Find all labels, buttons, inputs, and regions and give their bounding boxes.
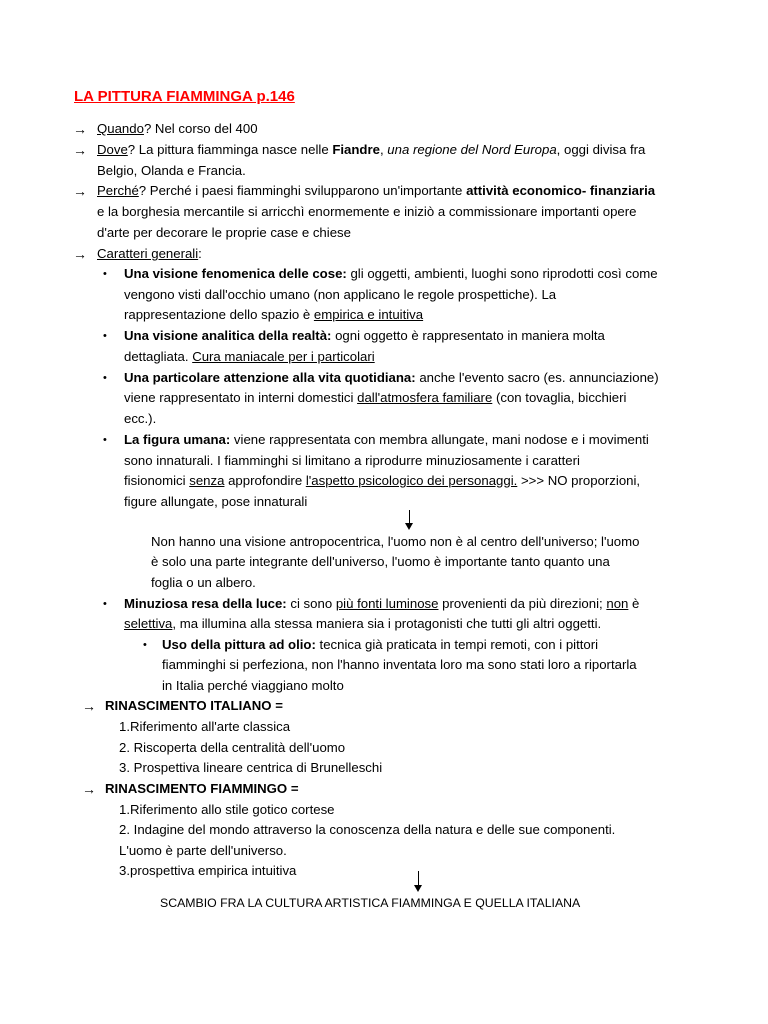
bullet-icon: • [143,639,147,651]
b4-line-3-mid: approfondire [224,473,306,488]
perche-bold: attività economico- finanziaria [466,183,656,198]
b3-line-3: ecc.). [124,411,157,426]
rin-fi-item: 2. Indagine del mondo attraverso la conoscenza della natura e delle sue componenti. [119,822,616,837]
b4-aspetto: l'aspetto psicologico dei personaggi. [305,473,518,488]
b6-line-2: fiamminghi si perfeziona, non l'hanno inventata loro ma sono stati loro a riportarla [162,657,637,672]
dove-text: ? La pittura fiamminga nasce nelle [127,142,333,157]
arrow-icon: → [73,121,87,137]
perche-text: ? Perché i paesi fiamminghi svilupparono un'importante [138,183,467,198]
b3-line-2 [124,389,626,407]
b3-line-2-underlined: dall'atmosfera familiare [357,390,493,405]
note-line-2: è solo una parte integrante dell'universo, l'uomo è importante tanto quanto una [151,554,610,569]
perche-line-1 [97,182,655,200]
b4-bold: La figura umana: [124,432,231,447]
b5-text-3: è [628,596,640,611]
perche-line-3: d'arte per decorare le proprie case e chiese [97,225,351,240]
b4-line-1 [124,431,649,449]
b4-line-3-text: fisionomici [124,473,190,488]
b5-fonti: più fonti luminose [335,596,439,611]
b5-line-2-text: , ma illumina alla stessa maniera sia i protagonisti che tutti gli altri oggetti. [172,616,602,631]
rin-fi-item: 1.Riferimento allo stile gotico cortese [119,802,335,817]
perche-label: Perché [97,183,139,198]
arrow-icon: → [82,698,96,714]
dove-text-end: , oggi divisa fra [556,142,646,157]
rin-fi-item: L'uomo è parte dell'universo. [119,843,287,858]
b4-line-2: sono innaturali. I fiamminghi si limitano a riprodurre minuziosamente i caratteri [124,453,580,468]
b2-text: ogni oggetto è rappresentato in maniera molta [331,328,605,343]
bullet-icon: • [103,268,107,280]
dove-italic: una regione del Nord Europa [387,142,557,157]
arrow-icon: → [73,183,87,199]
b1-text: gli oggetti, ambienti, luoghi sono riprodotti così come [346,266,658,281]
caratteri-label: Caratteri generali [97,246,199,261]
quando-text: ? Nel corso del 400 [143,121,258,136]
b1-bold: Una visione fenomenica delle cose: [124,266,347,281]
bullet-icon: • [103,434,107,446]
rin-it-item: 2. Riscoperta della centralità dell'uomo [119,740,346,755]
note-line-3: foglia o un albero. [151,575,256,590]
arrow-icon: → [73,246,87,262]
b3-text: anche l'evento sacro (es. annunciazione) [415,370,659,385]
b4-line-3 [124,472,640,490]
b5-selettiva: selettiva [124,616,173,631]
down-arrow-icon [405,510,415,530]
b6-text: tecnica già praticata in tempi remoti, con i pittori [315,637,599,652]
rin-fi-heading: RINASCIMENTO FIAMMINGO = [105,781,299,796]
b4-line-4: figure allungate, pose innaturali [124,494,308,509]
rin-it-item: 1.Riferimento all'arte classica [119,719,291,734]
b5-non: non [606,596,629,611]
b1-line-2: vengono visti dall'occhio umano (non applicano le regole prospettiche). La [124,287,557,302]
caratteri-colon: : [198,246,202,261]
b4-text: viene rappresentata con membra allungate, mani nodose e i movimenti [230,432,649,447]
dove-fiandre: Fiandre [332,142,380,157]
b3-bold: Una particolare attenzione alla vita quotidiana: [124,370,416,385]
dove-line-2: Belgio, Olanda e Francia. [97,163,246,178]
b4-senza: senza [189,473,225,488]
arrow-icon: → [82,781,96,797]
bullet-icon: • [103,330,107,342]
bullet-icon: • [103,598,107,610]
b1-line-3-text: rappresentazione dello spazio è [124,307,314,322]
b2-line-1 [124,327,605,345]
b5-line-1 [124,595,639,613]
note-line-1: Non hanno una visione antropocentrica, l'uomo non è al centro dell'universo; l'uomo [151,534,640,549]
quando-label: Quando [97,121,144,136]
b5-text: ci sono [286,596,336,611]
dove-line-1 [97,141,645,159]
b6-bold: Uso della pittura ad olio: [162,637,316,652]
b5-bold: Minuziosa resa della luce: [124,596,287,611]
bullet-icon: • [103,372,107,384]
b1-line-3-underlined: empirica e intuitiva [313,307,424,322]
b6-line-1 [162,636,598,654]
b3-line-2-text: viene rappresentato in interni domestici [124,390,358,405]
quando-line [97,120,258,138]
down-arrow-icon [414,871,424,893]
b1-line-1 [124,265,658,283]
dove-label: Dove [97,142,128,157]
b4-line-3-end: >>> NO proporzioni, [517,473,641,488]
rin-it-heading: RINASCIMENTO ITALIANO = [105,698,283,713]
b5-line-2 [124,615,601,633]
b1-line-3 [124,306,423,324]
rin-fi-item: 3.prospettiva empirica intuitiva [119,863,297,878]
conclusion-text: SCAMBIO FRA LA CULTURA ARTISTICA FIAMMINGA E QUELLA ITALIANA [160,896,581,910]
b5-text-2: provenienti da più direzioni; [438,596,607,611]
dove-sep: , [379,142,388,157]
rin-it-item: 3. Prospettiva lineare centrica di Brunelleschi [119,760,383,775]
b2-line-2-underlined: Cura maniacale per i particolari [192,349,375,364]
b3-line-2-end: (con tovaglia, bicchieri [492,390,627,405]
perche-line-2: e la borghesia mercantile si arricchì enormemente e iniziò a commissionare importanti opere [97,204,637,219]
arrow-icon: → [73,142,87,158]
caratteri-heading [97,245,202,263]
b6-line-3: in Italia perché viaggiano molto [162,678,344,693]
b2-line-2 [124,348,375,366]
b2-line-2-text: dettagliata. [124,349,193,364]
page-title: LA PITTURA FIAMMINGA p.146 [74,88,295,105]
b3-line-1 [124,369,659,387]
b2-bold: Una visione analitica della realtà: [124,328,332,343]
